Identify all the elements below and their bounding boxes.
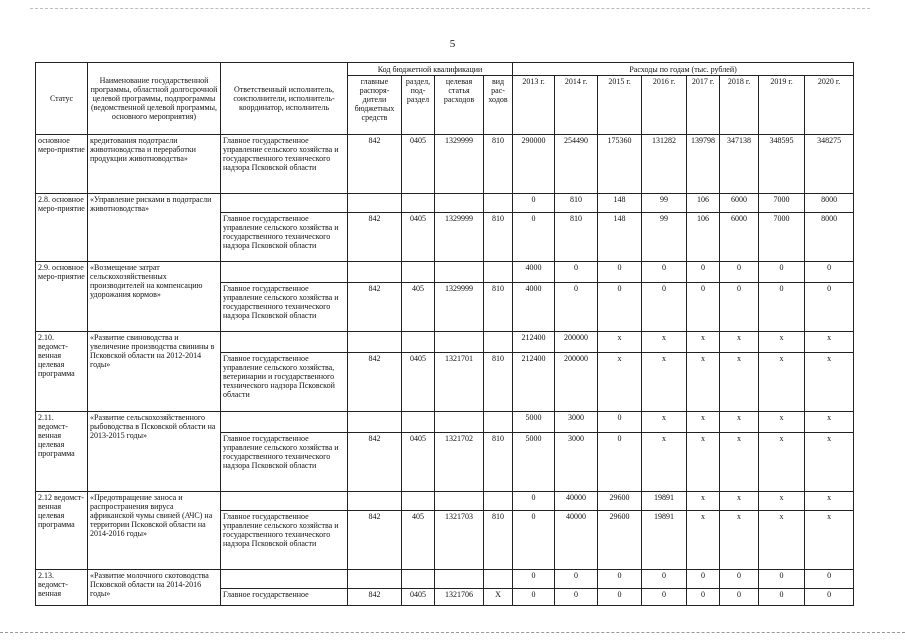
row-code: 1321706	[435, 589, 484, 606]
row-code: 0405	[402, 353, 435, 412]
table-row	[36, 492, 854, 511]
row-code	[435, 492, 484, 511]
row-responsible	[221, 194, 348, 213]
row-value: x	[759, 332, 805, 353]
row-code	[348, 194, 402, 213]
row-code: 810	[484, 433, 513, 492]
row-value: x	[642, 332, 687, 353]
header-row-1	[36, 63, 854, 76]
row-status: 2.11. ведомст-венная целевая программа	[36, 412, 88, 492]
row-value: 212400	[513, 353, 555, 412]
row-value: x	[805, 433, 854, 492]
row-value: x	[642, 412, 687, 433]
row-value: 0	[598, 589, 642, 606]
row-value: 0	[598, 570, 642, 589]
row-value: 29600	[598, 511, 642, 570]
row-value: 0	[759, 589, 805, 606]
row-responsible: Главное государственное	[221, 589, 348, 606]
row-name: «Управление рисками в подотрасли животноводства»	[88, 194, 221, 262]
row-code	[348, 332, 402, 353]
row-code: 1329999	[435, 283, 484, 332]
row-name: «Предотвращение заноса и распространения вируса африканской чумы свиней (АЧС) на территории Псковской области на 2014-2016 годы»	[88, 492, 221, 570]
header-code-col: главные распоря-дители бюджетных средств	[348, 76, 402, 135]
row-value: 8000	[805, 194, 854, 213]
row-value: 7000	[759, 213, 805, 262]
row-value: x	[687, 332, 720, 353]
row-value: 139798	[687, 135, 720, 194]
row-value: 0	[687, 262, 720, 283]
row-value: x	[687, 511, 720, 570]
row-code	[435, 412, 484, 433]
row-value: 3000	[555, 433, 598, 492]
row-code	[402, 332, 435, 353]
row-code	[402, 412, 435, 433]
row-code: 0405	[402, 589, 435, 606]
bottom-scan-edge	[0, 632, 905, 633]
row-value: x	[598, 353, 642, 412]
row-value: 0	[555, 589, 598, 606]
row-value: 4000	[513, 283, 555, 332]
row-value: x	[687, 433, 720, 492]
table-row	[36, 262, 854, 283]
row-code	[435, 570, 484, 589]
row-value: 29600	[598, 492, 642, 511]
row-value: 0	[805, 589, 854, 606]
row-code	[435, 194, 484, 213]
row-value: 0	[759, 570, 805, 589]
row-code	[402, 570, 435, 589]
row-code	[484, 412, 513, 433]
row-value: 0	[513, 511, 555, 570]
header-year: 2020 г.	[805, 76, 854, 135]
table-row	[36, 570, 854, 589]
row-value: x	[805, 353, 854, 412]
page-number: 5	[449, 38, 456, 50]
row-value: 0	[720, 570, 759, 589]
row-value: 200000	[555, 353, 598, 412]
header-year: 2017 г.	[687, 76, 720, 135]
row-value: 254490	[555, 135, 598, 194]
row-value: 148	[598, 213, 642, 262]
row-code	[484, 194, 513, 213]
row-value: x	[720, 332, 759, 353]
row-responsible: Главное государственное управление сельского хозяйства и государственного технического надзора Псковской области	[221, 511, 348, 570]
row-value: 0	[642, 570, 687, 589]
row-value: 5000	[513, 433, 555, 492]
table-row	[36, 332, 854, 353]
row-code	[484, 262, 513, 283]
header-code-col: раздел, под-раздел	[402, 76, 435, 135]
row-value: 200000	[555, 332, 598, 353]
row-value: 99	[642, 194, 687, 213]
table-row	[36, 135, 854, 194]
row-code: 1329999	[435, 213, 484, 262]
row-value: x	[720, 353, 759, 412]
row-value: x	[642, 433, 687, 492]
row-code: 810	[484, 213, 513, 262]
row-value: 0	[598, 412, 642, 433]
row-responsible	[221, 570, 348, 589]
row-value: x	[687, 353, 720, 412]
row-value: 810	[555, 194, 598, 213]
table-row	[36, 412, 854, 433]
row-value: 40000	[555, 492, 598, 511]
row-code	[402, 262, 435, 283]
row-value: 0	[687, 570, 720, 589]
row-value: 0	[555, 283, 598, 332]
row-responsible: Главное государственное управление сельского хозяйства и государственного технического надзора Псковской области	[221, 433, 348, 492]
row-code: 842	[348, 433, 402, 492]
row-value: 5000	[513, 412, 555, 433]
row-value: 148	[598, 194, 642, 213]
row-code: 842	[348, 135, 402, 194]
row-value: x	[720, 492, 759, 511]
row-value: 0	[598, 283, 642, 332]
row-code: 810	[484, 135, 513, 194]
row-value: x	[805, 492, 854, 511]
row-code: 810	[484, 353, 513, 412]
row-code: 1321703	[435, 511, 484, 570]
row-name: «Развитие молочного скотоводства Псковской области на 2014-2016 годы»	[88, 570, 221, 606]
row-value: 0	[642, 283, 687, 332]
row-value: 131282	[642, 135, 687, 194]
row-name: «Развитие свиноводства и увеличение производства свинины в Псковской области на 2012-2014 годы»	[88, 332, 221, 412]
header-year: 2016 г.	[642, 76, 687, 135]
row-responsible: Главное государственное управление сельского хозяйства и государственного технического надзора Псковской области	[221, 135, 348, 194]
row-value: 0	[598, 262, 642, 283]
row-code: 1321701	[435, 353, 484, 412]
row-value: 0	[513, 492, 555, 511]
row-value: 19891	[642, 511, 687, 570]
row-value: 0	[805, 283, 854, 332]
row-value: 0	[513, 570, 555, 589]
header-year: 2019 г.	[759, 76, 805, 135]
header-responsible: Ответственный исполнитель, соисполнители, исполнитель-координатор, исполнитель	[221, 63, 348, 135]
row-value: x	[598, 332, 642, 353]
row-status: 2.8. основное меро-приятие	[36, 194, 88, 262]
row-code	[484, 570, 513, 589]
row-code: 0405	[402, 213, 435, 262]
row-value: x	[759, 433, 805, 492]
row-code: 0405	[402, 433, 435, 492]
row-code	[348, 262, 402, 283]
row-value: 348275	[805, 135, 854, 194]
row-responsible	[221, 262, 348, 283]
row-code: 842	[348, 589, 402, 606]
row-value: 0	[642, 589, 687, 606]
row-code	[484, 492, 513, 511]
row-code: 405	[402, 511, 435, 570]
row-value: 106	[687, 194, 720, 213]
row-value: 0	[642, 262, 687, 283]
row-value: 6000	[720, 194, 759, 213]
row-value: 0	[555, 262, 598, 283]
row-code	[435, 262, 484, 283]
header-year: 2015 г.	[598, 76, 642, 135]
row-status: 2.12 ведомст-венная целевая программа	[36, 492, 88, 570]
row-value: 0	[720, 262, 759, 283]
row-code: 1321702	[435, 433, 484, 492]
row-value: x	[759, 492, 805, 511]
header-year: 2014 г.	[555, 76, 598, 135]
row-value: 0	[687, 283, 720, 332]
row-value: 212400	[513, 332, 555, 353]
row-name: кредитования подотрасли животноводства и переработки продукции животноводства»	[88, 135, 221, 194]
row-value: 19891	[642, 492, 687, 511]
row-code: 842	[348, 283, 402, 332]
row-value: 106	[687, 213, 720, 262]
table-row	[36, 194, 854, 213]
row-responsible	[221, 412, 348, 433]
row-name: «Развитие сельскохозяйственного рыбоводства в Псковской области на 2013-2015 годы»	[88, 412, 221, 492]
row-responsible	[221, 492, 348, 511]
header-name: Наименование государственной программы, областной долгосрочной целевой программы, подпрограммы (ведомственной целевой программы, основного мероприятия)	[88, 63, 221, 135]
header-budget-code: Код бюджетной квалификации	[348, 63, 513, 76]
header-year: 2013 г.	[513, 76, 555, 135]
row-value: 0	[513, 194, 555, 213]
expenses-table	[35, 62, 854, 606]
row-value: x	[805, 412, 854, 433]
row-value: 175360	[598, 135, 642, 194]
row-code: 842	[348, 511, 402, 570]
row-code: 810	[484, 511, 513, 570]
row-value: x	[805, 511, 854, 570]
row-value: 0	[759, 283, 805, 332]
row-code	[402, 194, 435, 213]
header-year: 2018 г.	[720, 76, 759, 135]
row-value: 0	[805, 570, 854, 589]
row-code	[484, 332, 513, 353]
row-value: 0	[720, 283, 759, 332]
row-value: 7000	[759, 194, 805, 213]
row-value: 0	[513, 213, 555, 262]
row-value: x	[759, 511, 805, 570]
row-value: x	[642, 353, 687, 412]
row-code: 1329999	[435, 135, 484, 194]
row-name: «Возмещение затрат сельскохозяйственных производителей на компенсацию удорожания кормов»	[88, 262, 221, 332]
row-value: 0	[759, 262, 805, 283]
row-value: 0	[805, 262, 854, 283]
row-code: 405	[402, 283, 435, 332]
row-status: основное меро-приятие	[36, 135, 88, 194]
row-value: 0	[687, 589, 720, 606]
top-scan-edge	[30, 8, 870, 9]
row-responsible	[221, 332, 348, 353]
row-value: 0	[720, 589, 759, 606]
row-value: 6000	[720, 213, 759, 262]
header-expenses: Расходы по годам (тыс. рублей)	[513, 63, 854, 76]
row-value: x	[805, 332, 854, 353]
row-responsible: Главное государственное управление сельского хозяйства и государственного технического надзора Псковской области	[221, 283, 348, 332]
row-value: 0	[513, 589, 555, 606]
row-code: 0405	[402, 135, 435, 194]
row-value: 810	[555, 213, 598, 262]
row-code	[348, 570, 402, 589]
row-value: 99	[642, 213, 687, 262]
row-code: 810	[484, 283, 513, 332]
header-code-col: целевая статья расходов	[435, 76, 484, 135]
row-value: 290000	[513, 135, 555, 194]
row-value: 348595	[759, 135, 805, 194]
row-responsible: Главное государственное управление сельского хозяйства и государственного технического надзора Псковской области	[221, 213, 348, 262]
row-value: 8000	[805, 213, 854, 262]
row-value: 347138	[720, 135, 759, 194]
row-status: 2.9. основное меро-приятие	[36, 262, 88, 332]
row-code	[348, 412, 402, 433]
row-value: x	[687, 492, 720, 511]
row-value: 0	[555, 570, 598, 589]
header-status: Статус	[36, 63, 88, 135]
row-value: x	[759, 353, 805, 412]
row-value: 4000	[513, 262, 555, 283]
row-value: x	[687, 412, 720, 433]
row-code: 842	[348, 353, 402, 412]
header-code-col: вид рас-ходов	[484, 76, 513, 135]
row-value: x	[720, 433, 759, 492]
row-code: 842	[348, 213, 402, 262]
row-code	[435, 332, 484, 353]
row-status: 2.10. ведомст-венная целевая программа	[36, 332, 88, 412]
row-value: 0	[598, 433, 642, 492]
row-responsible: Главное государственное управление сельского хозяйства, ветеринарии и государственного технического надзора Псковской области	[221, 353, 348, 412]
row-code: X	[484, 589, 513, 606]
row-value: x	[720, 412, 759, 433]
row-value: 40000	[555, 511, 598, 570]
row-value: x	[720, 511, 759, 570]
row-value: x	[759, 412, 805, 433]
row-status: 2.13. ведомст-венная	[36, 570, 88, 606]
row-value: 3000	[555, 412, 598, 433]
row-code	[348, 492, 402, 511]
row-code	[402, 492, 435, 511]
